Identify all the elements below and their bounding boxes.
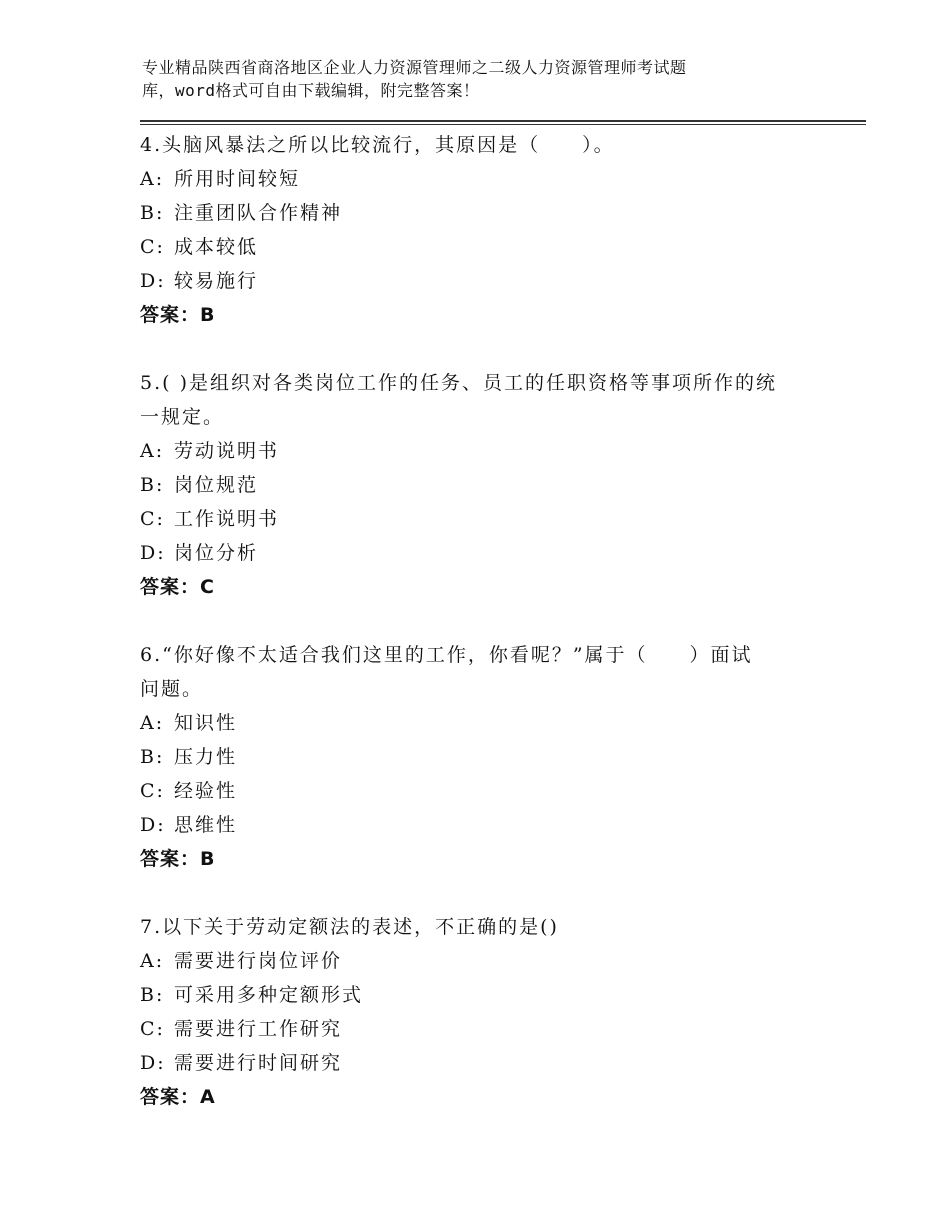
question-4 bbox=[140, 128, 840, 332]
header-line-2: 库，word格式可自由下载编辑，附完整答案！ bbox=[142, 81, 480, 100]
option-text: 可采用多种定额形式 bbox=[174, 984, 364, 1006]
option-d bbox=[140, 264, 840, 298]
question-stem-continued: 问题。 bbox=[140, 678, 204, 700]
question-spacer bbox=[140, 604, 840, 638]
answer-line: 答案：A bbox=[140, 1086, 216, 1108]
header-line-1: 专业精品陕西省商洛地区企业人力资源管理师之二级人力资源管理师考试题 bbox=[142, 58, 687, 77]
answer-line: 答案：B bbox=[140, 848, 216, 870]
question-stem: 7.以下关于劳动定额法的表述，不正确的是() bbox=[140, 916, 559, 938]
question-7 bbox=[140, 910, 840, 1114]
option-d bbox=[140, 536, 840, 570]
option-key: A: bbox=[140, 712, 165, 734]
option-key: B: bbox=[140, 474, 165, 496]
option-text: 成本较低 bbox=[174, 236, 259, 258]
option-key: B: bbox=[140, 202, 165, 224]
option-text: 经验性 bbox=[174, 780, 238, 802]
option-text: 注重团队合作精神 bbox=[174, 202, 343, 224]
option-key: C: bbox=[140, 780, 165, 802]
option-text: 需要进行岗位评价 bbox=[174, 950, 343, 972]
answer-line: 答案：B bbox=[140, 304, 216, 326]
answer-line: 答案：C bbox=[140, 576, 215, 598]
question-spacer bbox=[140, 876, 840, 910]
option-c bbox=[140, 502, 840, 536]
question-5 bbox=[140, 366, 840, 604]
option-b bbox=[140, 468, 840, 502]
option-key: B: bbox=[140, 984, 165, 1006]
document-header bbox=[142, 56, 782, 102]
option-text: 思维性 bbox=[174, 814, 238, 836]
question-stem: 6.“你好像不太适合我们这里的工作，你看呢？”属于（ ）面试 bbox=[140, 644, 753, 666]
header-divider-thin bbox=[140, 124, 866, 125]
option-key: D: bbox=[140, 1052, 166, 1074]
option-key: A: bbox=[140, 440, 165, 462]
option-b bbox=[140, 740, 840, 774]
option-text: 工作说明书 bbox=[174, 508, 280, 530]
option-key: A: bbox=[140, 168, 165, 190]
option-text: 知识性 bbox=[174, 712, 238, 734]
option-c bbox=[140, 774, 840, 808]
option-key: A: bbox=[140, 950, 165, 972]
option-b bbox=[140, 978, 840, 1012]
option-text: 劳动说明书 bbox=[174, 440, 280, 462]
option-text: 需要进行工作研究 bbox=[174, 1018, 343, 1040]
option-a bbox=[140, 162, 840, 196]
option-key: C: bbox=[140, 1018, 165, 1040]
option-c bbox=[140, 230, 840, 264]
question-spacer bbox=[140, 332, 840, 366]
option-text: 需要进行时间研究 bbox=[174, 1052, 343, 1074]
question-list bbox=[140, 128, 840, 1114]
option-b bbox=[140, 196, 840, 230]
option-a bbox=[140, 434, 840, 468]
option-c bbox=[140, 1012, 840, 1046]
option-d bbox=[140, 1046, 840, 1080]
question-stem-continued: 一规定。 bbox=[140, 406, 225, 428]
option-d bbox=[140, 808, 840, 842]
option-key: D: bbox=[140, 542, 166, 564]
option-key: D: bbox=[140, 814, 166, 836]
question-6 bbox=[140, 638, 840, 876]
question-stem: 4.头脑风暴法之所以比较流行，其原因是（ ）。 bbox=[140, 134, 615, 156]
option-a bbox=[140, 706, 840, 740]
option-key: D: bbox=[140, 270, 166, 292]
header-divider-thick bbox=[140, 120, 866, 122]
option-text: 岗位分析 bbox=[174, 542, 259, 564]
option-text: 所用时间较短 bbox=[174, 168, 301, 190]
option-a bbox=[140, 944, 840, 978]
option-key: C: bbox=[140, 236, 165, 258]
option-key: C: bbox=[140, 508, 165, 530]
option-text: 压力性 bbox=[174, 746, 238, 768]
option-text: 较易施行 bbox=[174, 270, 259, 292]
question-stem: 5.( )是组织对各类岗位工作的任务、员工的任职资格等事项所作的统 bbox=[140, 372, 777, 394]
option-key: B: bbox=[140, 746, 165, 768]
option-text: 岗位规范 bbox=[174, 474, 259, 496]
